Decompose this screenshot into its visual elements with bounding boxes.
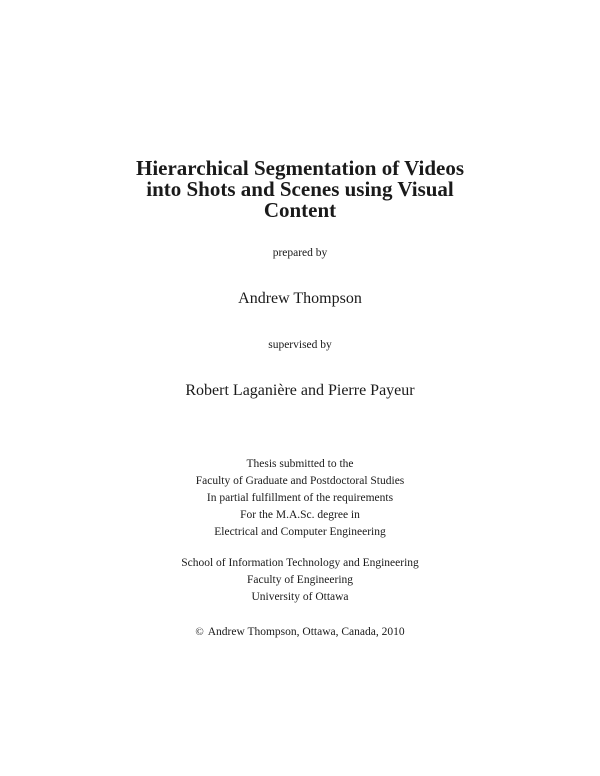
thesis-statement-line-3: In partial fulfillment of the requirements (206, 492, 394, 504)
supervisor-names: Robert Laganière and Pierre Payeur (185, 382, 415, 399)
institution-university: University of Ottawa (251, 591, 349, 603)
thesis-title-line-1: Hierarchical Segmentation of Videos (136, 156, 464, 180)
thesis-title-line-3: Content (263, 198, 337, 222)
thesis-statement-line-4: For the M.A.Sc. degree in (240, 509, 360, 521)
author-name: Andrew Thompson (238, 290, 362, 307)
thesis-title-line-2: into Shots and Scenes using Visual (146, 177, 454, 201)
thesis-statement (0, 456, 600, 541)
institution-school: School of Information Technology and Engineering (181, 557, 419, 569)
prepared-by-label: prepared by (272, 247, 328, 259)
institution-block (0, 555, 600, 606)
copyright-line (0, 625, 600, 639)
supervised-by-label: supervised by (268, 339, 332, 351)
thesis-statement-line-5: Electrical and Computer Engineering (214, 526, 386, 538)
thesis-statement-line-2: Faculty of Graduate and Postdoctoral Studies (195, 475, 405, 487)
thesis-title (0, 158, 600, 221)
thesis-statement-line-1: Thesis submitted to the (246, 458, 354, 470)
copyright-icon: © (195, 626, 204, 638)
institution-faculty: Faculty of Engineering (246, 574, 354, 586)
copyright-text: Andrew Thompson, Ottawa, Canada, 2010 (207, 626, 405, 638)
